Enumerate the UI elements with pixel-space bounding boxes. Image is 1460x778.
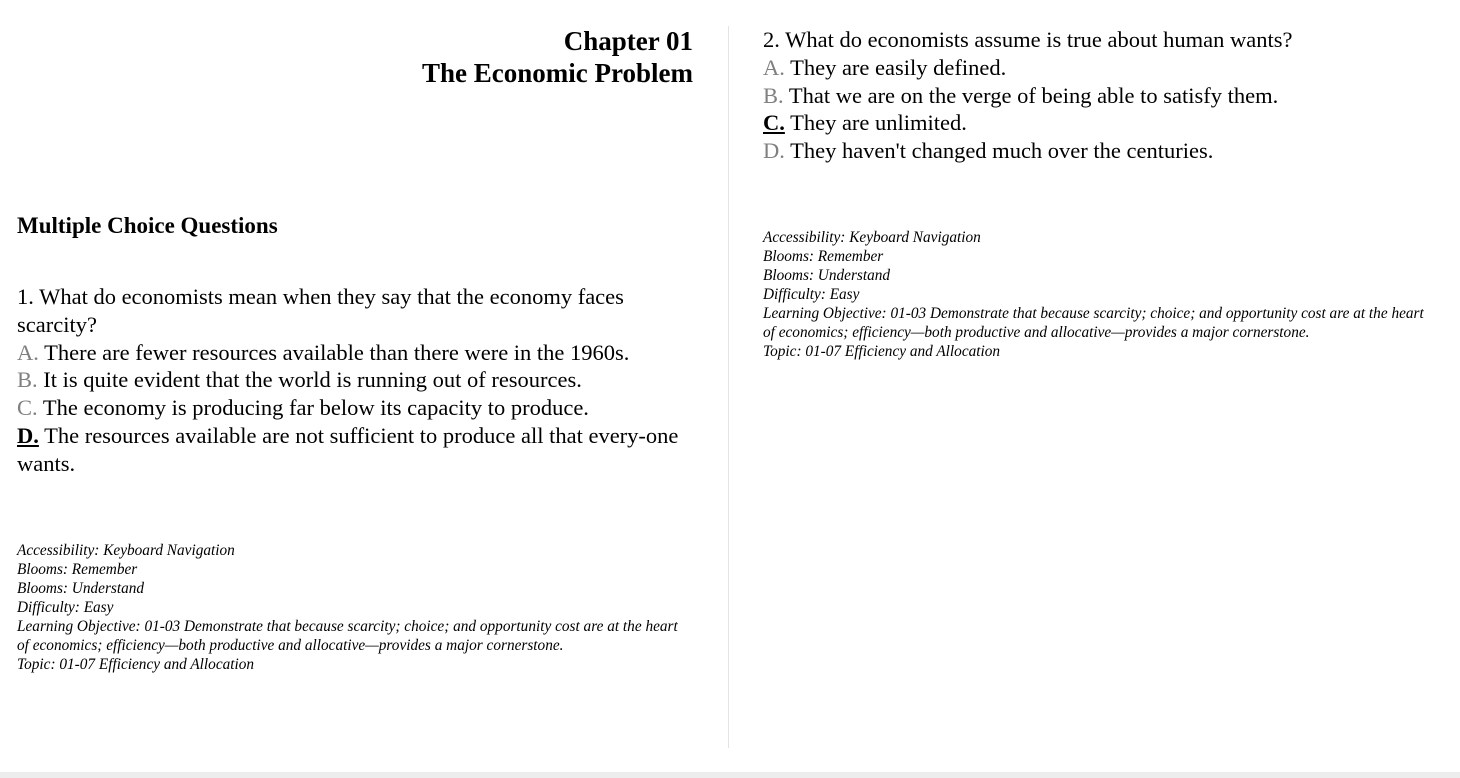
option-letter-correct: D. [17,422,39,448]
option-text: They are easily defined. [790,54,1007,80]
meta-blooms-remember: Blooms: Remember [17,561,138,578]
option-d [763,137,1443,165]
chapter-heading [17,25,693,89]
option-letter: A. [763,54,785,80]
option-letter: C. [17,395,38,421]
option-a [17,339,707,367]
option-letter: D. [763,138,785,164]
option-a [763,54,1443,82]
section-title: Multiple Choice Questions [17,213,278,238]
meta-learning-objective: Learning Objective: 01-03 Demonstrate that because scarcity; choice; and opportunity cost are at the heart of economics; efficiency—both productive and allocative—provides a major cornerstone. [17,618,678,654]
option-b [17,366,707,394]
question-2 [763,26,1443,165]
option-text: That we are on the verge of being able to satisfy them. [788,82,1279,108]
option-text: They haven't changed much over the centuries. [790,138,1214,164]
meta-topic: Topic: 01-07 Efficiency and Allocation [17,656,255,673]
column-divider [728,26,729,748]
question-stem: 2. What do economists assume is true about human wants? [763,27,1293,52]
question-1-metadata [17,541,687,674]
option-d [17,422,707,478]
option-text: The economy is producing far below its capacity to produce. [42,395,589,421]
meta-blooms-understand: Blooms: Understand [17,580,145,597]
meta-learning-objective: Learning Objective: 01-03 Demonstrate that because scarcity; choice; and opportunity cost are at the heart of economics; efficiency—both productive and allocative—provides a major cornerstone. [763,305,1424,341]
meta-topic: Topic: 01-07 Efficiency and Allocation [763,343,1001,360]
meta-difficulty: Difficulty: Easy [763,286,860,303]
meta-difficulty: Difficulty: Easy [17,599,114,616]
option-letter-correct: C. [763,110,785,136]
question-1 [17,283,707,478]
question-stem: 1. What do economists mean when they say that the economy faces scarcity? [17,284,624,337]
option-text: The resources available are not sufficient to produce all that every-one wants. [17,422,679,476]
meta-accessibility: Accessibility: Keyboard Navigation [763,229,981,246]
option-text: There are fewer resources available than there were in the 1960s. [44,339,630,365]
option-letter: B. [17,367,38,393]
chapter-title: The Economic Problem [422,58,693,88]
option-text: It is quite evident that the world is running out of resources. [43,367,582,393]
meta-blooms-remember: Blooms: Remember [763,248,884,265]
meta-accessibility: Accessibility: Keyboard Navigation [17,542,235,559]
option-c [763,109,1443,137]
chapter-number: Chapter 01 [563,26,693,56]
question-2-metadata [763,228,1433,361]
option-b [763,82,1443,110]
meta-blooms-understand: Blooms: Understand [763,267,891,284]
option-text: They are unlimited. [790,110,967,136]
bottom-scroll-edge [0,772,1460,778]
option-letter: B. [763,82,784,108]
option-letter: A. [17,339,39,365]
option-c [17,394,707,422]
